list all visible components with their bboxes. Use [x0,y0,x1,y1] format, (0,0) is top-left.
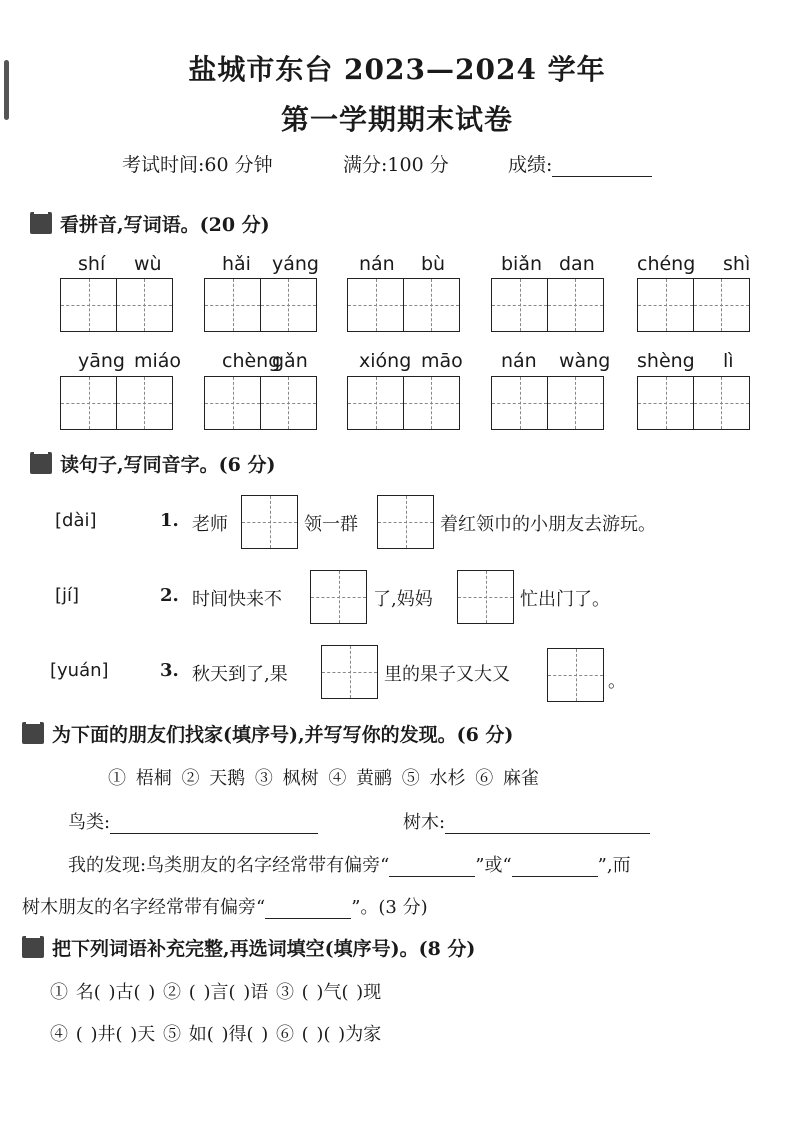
score-label: 成绩: [508,154,553,176]
tianzige-cell[interactable] [347,278,404,332]
s2-num-3: 3. [160,660,179,681]
pinyin-syllable: yāng [78,350,125,372]
s2-code-2: [jí] [55,585,80,606]
s3-radical-blank-2[interactable] [512,876,598,877]
pinyin-syllable: miáo [134,350,182,372]
page-subtitle: 第一学期期末试卷 [280,103,513,136]
exam-time: 考试时间:60 分钟 [122,154,273,176]
pinyin-syllable: wàng [559,350,611,372]
s2-box-1b[interactable] [377,495,434,549]
s2-code-1: [dài] [55,510,97,531]
tianzige-cell[interactable] [204,278,261,332]
s3-discovery-d: 树木朋友的名字经常带有偏旁“ [22,897,266,918]
tianzige-cell[interactable] [347,376,404,430]
s2-box-1a[interactable] [241,495,298,549]
section-2-icon [30,452,52,474]
s2-text-3a: 秋天到了,果 [192,664,288,685]
pinyin-syllable: chéng [637,253,696,275]
pinyin-syllable: xióng [359,350,412,372]
section-3-icon [22,722,44,744]
s2-box-2b[interactable] [457,570,514,624]
tianzige-pair [491,278,602,332]
s2-num-1: 1. [160,510,179,531]
section-1-heading: 看拼音,写词语。(20 分) [60,214,270,236]
tianzige-cell[interactable] [637,278,694,332]
s2-text-2c: 忙出门了。 [520,589,610,610]
s2-num-2: 2. [160,585,179,606]
tianzige-cell[interactable] [116,376,173,430]
s2-code-3: [yuán] [50,660,109,681]
s3-discovery-a: 我的发现:鸟类朋友的名字经常带有偏旁“ [68,855,390,876]
s3-bird-blank[interactable] [110,833,318,834]
s3-bird-field[interactable] [68,808,318,834]
tianzige-cell[interactable] [204,376,261,430]
s2-text-3c: 。 [608,671,626,692]
s2-text-2a: 时间快来不 [192,589,282,610]
s3-radical-blank-3[interactable] [265,918,351,919]
s2-text-3b: 里的果子又大又 [384,664,510,685]
s2-text-2b: 了,妈妈 [373,589,433,610]
section-4-icon [22,936,44,958]
tianzige-cell[interactable] [403,376,460,430]
score-field[interactable] [508,150,652,177]
pinyin-syllable: yáng [272,253,319,275]
s3-discovery-e: ”。(3 分) [351,897,428,918]
tianzige-cell[interactable] [60,376,117,430]
section-4-heading: 把下列词语补充完整,再选词填空(填序号)。(8 分) [52,938,476,960]
s2-text-1c: 着红领巾的小朋友去游玩。 [440,514,656,535]
s2-box-2a[interactable] [310,570,367,624]
tianzige-pair [60,376,171,430]
s4-line-1[interactable]: ① 名( )古( ) ② ( )言( )语 ③ ( )气( )现 [50,982,382,1003]
tianzige-pair [637,376,748,430]
s3-options: ① 梧桐 ② 天鹅 ③ 枫树 ④ 黄鹂 ⑤ 水杉 ⑥ 麻雀 [108,768,539,789]
pinyin-syllable: hǎi [222,253,251,275]
pinyin-syllable: gǎn [272,350,308,372]
tianzige-cell[interactable] [693,376,750,430]
score-blank[interactable] [552,176,652,177]
tianzige-cell[interactable] [116,278,173,332]
tianzige-cell[interactable] [547,376,604,430]
s3-discovery-line2 [22,893,428,919]
tianzige-cell[interactable] [260,376,317,430]
s4-line-2[interactable]: ④ ( )井( )天 ⑤ 如( )得( ) ⑥ ( )( )为家 [50,1024,382,1045]
s2-box-3b[interactable] [547,648,604,702]
pinyin-syllable: wù [134,253,162,275]
tianzige-pair [347,376,458,430]
pinyin-syllable: māo [421,350,463,372]
s2-text-1a: 老师 [192,514,228,535]
s2-text-1b: 领一群 [304,514,358,535]
section-2-heading: 读句子,写同音字。(6 分) [60,454,276,476]
s3-bird-label: 鸟类: [68,812,111,833]
pinyin-syllable: bù [421,253,446,275]
tianzige-cell[interactable] [491,278,548,332]
tianzige-cell[interactable] [260,278,317,332]
s3-tree-field[interactable] [403,808,650,834]
tianzige-cell[interactable] [60,278,117,332]
tianzige-pair [204,278,315,332]
pinyin-syllable: nán [501,350,537,372]
tianzige-cell[interactable] [693,278,750,332]
tianzige-pair [60,278,171,332]
tianzige-cell[interactable] [403,278,460,332]
pinyin-syllable: chèng [222,350,281,372]
s3-discovery-c: ”,而 [597,855,631,876]
tianzige-pair [637,278,748,332]
tianzige-cell[interactable] [491,376,548,430]
section-3-heading: 为下面的朋友们找家(填序号),并写写你的发现。(6 分) [52,724,514,746]
pinyin-syllable: shèng [637,350,695,372]
s3-discovery-b: ”或“ [475,855,512,876]
pinyin-syllable: shí [78,253,106,275]
tianzige-cell[interactable] [547,278,604,332]
page-title: 盐城市东台 2023—2024 学年 [188,53,606,86]
pinyin-syllable: shì [723,253,751,275]
s2-box-3a[interactable] [321,645,378,699]
tianzige-pair [491,376,602,430]
tianzige-pair [347,278,458,332]
pinyin-syllable: biǎn [501,253,543,275]
section-1-icon [30,212,52,234]
s3-tree-label: 树木: [403,812,446,833]
tianzige-pair [204,376,315,430]
full-score: 满分:100 分 [343,154,449,176]
s3-tree-blank[interactable] [445,833,650,834]
pinyin-syllable: nán [359,253,395,275]
pinyin-syllable: dan [559,253,595,275]
s3-radical-blank-1[interactable] [389,876,475,877]
pinyin-syllable: lì [723,350,734,372]
s3-discovery-line1 [68,851,631,877]
tianzige-cell[interactable] [637,376,694,430]
